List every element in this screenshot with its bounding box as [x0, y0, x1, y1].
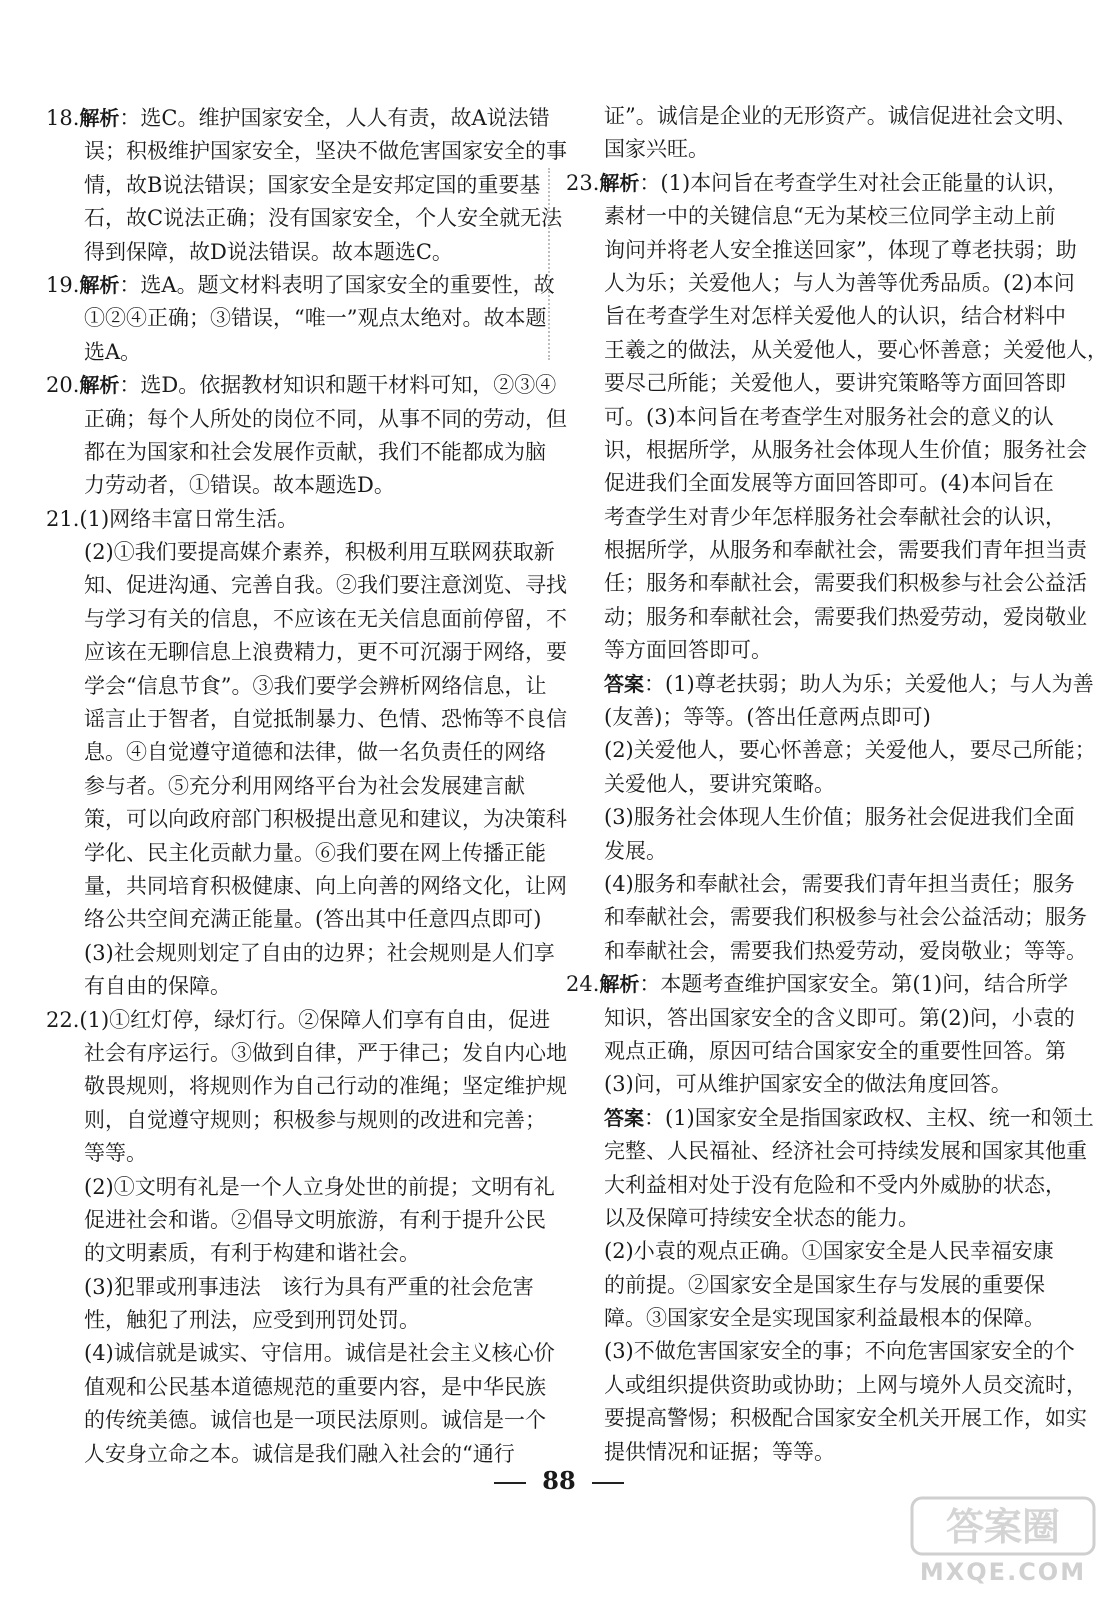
right-line	[566, 200, 1066, 233]
right-line	[566, 1135, 1087, 1168]
left-text: 敬畏规则，将规则作为自己行动的准绳；坚定维护规	[84, 1074, 567, 1099]
right-line	[566, 1002, 1075, 1035]
right-text: 人为乐；关爱他人；与人为善等优秀品质。(2)本问	[604, 270, 1075, 295]
left-item-number: 21.	[46, 506, 80, 531]
right-text: 动；服务和奉献社会，需要我们热爱劳动，爱岗敬业	[604, 604, 1087, 629]
left-line	[46, 1037, 567, 1070]
left-line	[46, 169, 541, 202]
right-text: (4)服务和奉献社会，需要我们青年担当责任；服务	[604, 871, 1075, 896]
right-text: (2)小袁的观点正确。①国家安全是人民幸福安康	[604, 1239, 1054, 1264]
left-text: 络公共空间充满正能量。(答出其中任意四点即可)	[84, 907, 542, 932]
right-line	[566, 1068, 1066, 1101]
right-text: 提供情况和证据；等等。	[604, 1439, 835, 1464]
left-line	[46, 436, 546, 469]
left-text: 得到保障，故D说法错误。故本题选C。	[84, 239, 453, 264]
right-line	[566, 668, 1094, 701]
right-text: 旨在考查学生对怎样关爱他人的认识，结合材料中	[604, 304, 1066, 329]
right-line	[566, 1402, 1087, 1435]
left-text: (1)网络丰富日常生活。	[79, 506, 299, 531]
right-text: 观点正确，原因可结合国家安全的重要性回答。第	[604, 1038, 1066, 1063]
right-line	[566, 1302, 1066, 1335]
right-label: 解析	[599, 170, 640, 195]
right-line	[566, 567, 1087, 600]
page-number-dash-left	[494, 1482, 526, 1484]
left-text: 性，触犯了刑法，应受到刑罚处罚。	[84, 1308, 420, 1333]
left-line	[46, 1070, 567, 1103]
left-text: 策，可以向政府部门积极提出意见和建议，为决策科	[84, 807, 567, 832]
left-text: ①②④正确；③错误，“唯一”观点太绝对。故本题	[84, 306, 547, 331]
left-text: 应该在无聊信息上浪费精力，更不可沉溺于网络，要	[84, 640, 567, 665]
right-line	[566, 868, 1075, 901]
left-line	[46, 1204, 546, 1237]
left-line	[46, 236, 541, 269]
left-line	[46, 102, 550, 135]
left-item-number: 20.	[46, 373, 80, 398]
right-text: ：(1)尊老扶弱；助人为乐；关爱他人；与人为善	[644, 671, 1094, 696]
right-line	[566, 1436, 1066, 1469]
left-text: 的文明素质，有利于构建和谐社会。	[84, 1241, 420, 1266]
left-text: 人安身立命之本。诚信是我们融入社会的“通行	[84, 1441, 515, 1466]
page-number	[0, 1466, 1118, 1495]
left-line	[46, 603, 567, 636]
left-text: (2)①文明有礼是一个人立身处世的前提；文明有礼	[84, 1174, 555, 1199]
right-text: ：本题考查维护国家安全。第(1)问，结合所学	[639, 972, 1069, 997]
left-text: 学化、民主化贡献力量。⑥我们要在网上传播正能	[84, 840, 546, 865]
right-line	[566, 300, 1066, 333]
left-label: 解析	[79, 106, 120, 130]
right-line	[566, 467, 1066, 500]
left-text: 促进社会和谐。②倡导文明旅游，有利于提升公民	[84, 1207, 546, 1232]
left-line	[46, 937, 555, 970]
right-line	[566, 501, 1066, 534]
left-text: 误；积极维护国家安全，坚决不做危害国家安全的事	[84, 139, 567, 164]
left-item-number: 18.	[46, 106, 80, 130]
right-line	[566, 768, 1066, 801]
right-line	[566, 1035, 1066, 1068]
left-text: (2)①我们要提高媒介素养，积极利用互联网获取新	[84, 540, 555, 565]
right-line	[566, 401, 1066, 434]
left-line	[46, 1237, 541, 1270]
left-line	[46, 903, 541, 936]
right-text: (3)服务社会体现人生价值；服务社会促进我们全面	[604, 805, 1075, 830]
svg-text:答案圈: 答案圈	[945, 1505, 1061, 1549]
right-line	[566, 334, 1108, 367]
right-line	[566, 100, 1077, 133]
right-line	[566, 167, 1069, 200]
left-line	[46, 803, 567, 836]
right-line	[566, 133, 1066, 166]
left-label: 解析	[79, 373, 120, 398]
right-line	[566, 534, 1087, 567]
right-text: 发展。	[604, 838, 667, 863]
left-text: 社会有序运行。③做到自律，严于律己；发自内心地	[84, 1040, 567, 1065]
right-text: 和奉献社会，需要我们积极参与社会公益活动；服务	[604, 905, 1087, 930]
left-line	[46, 636, 567, 669]
right-text: 可。(3)本问旨在考查学生对服务社会的意义的认	[604, 404, 1054, 429]
right-line	[566, 367, 1066, 400]
right-line	[566, 1269, 1066, 1302]
left-text: 知、促进沟通、完善自我。②我们要注意浏览、寻找	[84, 573, 567, 598]
right-line	[566, 1169, 1066, 1202]
right-line	[566, 968, 1069, 1001]
left-line	[46, 670, 547, 703]
left-text: 值观和公民基本道德规范的重要内容，是中华民族	[84, 1374, 546, 1399]
right-line	[566, 434, 1087, 467]
right-text: 证”。诚信是企业的无形资产。诚信促进社会文明、	[604, 104, 1077, 128]
right-text: 促进我们全面发展等方面回答即可。(4)本问旨在	[604, 471, 1054, 496]
right-label: 答案	[604, 671, 644, 696]
right-line	[566, 1235, 1066, 1268]
left-line	[46, 336, 541, 369]
left-line	[46, 403, 567, 436]
left-text: 息。④自觉遵守道德和法律，做一名负责任的网络	[84, 740, 546, 765]
left-line	[46, 269, 555, 302]
left-text: ：选C。维护国家安全，人人有责，故A说法错	[119, 106, 550, 130]
right-line	[566, 1202, 1066, 1235]
right-text: 关爱他人，要讲究策略。	[604, 771, 835, 796]
right-text: (友善)；等等。(答出任意两点即可)	[604, 705, 931, 730]
left-label: 解析	[79, 272, 120, 297]
left-text: 参与者。⑤充分利用网络平台为社会发展建言献	[84, 773, 525, 798]
left-line	[46, 1004, 551, 1037]
right-text: 要尽己所能；关爱他人，要讲究策略等方面回答即	[604, 371, 1066, 396]
left-line	[46, 1404, 546, 1437]
left-line	[46, 703, 567, 736]
right-item-number: 23.	[566, 170, 600, 195]
right-line	[566, 901, 1087, 934]
left-line	[46, 1171, 555, 1204]
right-text: 障。③国家安全是实现国家利益最根本的保障。	[604, 1306, 1045, 1331]
right-text: 大利益相对处于没有危险和不受内外威胁的状态，	[604, 1172, 1066, 1197]
left-text: 力劳动者，①错误。故本题选D。	[84, 473, 395, 498]
left-text: 等等。	[84, 1141, 147, 1166]
right-line	[566, 701, 1066, 734]
watermark-logo	[908, 1492, 1098, 1588]
left-text: 情，故B说法错误；国家安全是安邦定国的重要基	[84, 172, 541, 197]
left-line	[46, 503, 541, 536]
left-line	[46, 870, 567, 903]
right-text: 国家兴旺。	[604, 137, 709, 162]
right-text: 等方面回答即可。	[604, 638, 772, 663]
right-text: 素材一中的关键信息“无为某校三位同学主动上前	[604, 204, 1056, 229]
right-text: ：(1)国家安全是指国家政权、主权、统一和领土	[644, 1105, 1094, 1130]
right-text: 根据所学，从服务和奉献社会，需要我们青年担当责	[604, 538, 1087, 563]
right-line	[566, 935, 1087, 968]
right-text: 和奉献社会，需要我们热爱劳动，爱岗敬业；等等。	[604, 938, 1087, 963]
right-text: ：(1)本问旨在考查学生对社会正能量的认识，	[639, 170, 1069, 195]
right-text: 知识，答出国家安全的含义即可。第(2)问，小袁的	[604, 1005, 1075, 1030]
right-text: 完整、人民福祉、经济社会可持续发展和国家其他重	[604, 1139, 1087, 1164]
left-line	[46, 469, 541, 502]
left-text: 量，共同培育积极健康、向上向善的网络文化，让网	[84, 873, 567, 898]
right-text: 任；服务和奉献社会，需要我们积极参与社会公益活	[604, 571, 1087, 596]
right-label: 答案	[604, 1105, 644, 1130]
right-text: 要提高警惕；积极配合国家安全机关开展工作，如实	[604, 1406, 1087, 1431]
svg-text:MXQE.COM: MXQE.COM	[919, 1558, 1087, 1586]
left-text: 的传统美德。诚信也是一项民法原则。诚信是一个	[84, 1408, 546, 1433]
right-column	[566, 100, 1108, 1469]
right-line	[566, 1335, 1075, 1368]
left-item-number: 22.	[46, 1007, 80, 1032]
left-text: 有自由的保障。	[84, 974, 231, 999]
right-text: 考查学生对青少年怎样服务社会奉献社会的认识，	[604, 504, 1066, 529]
right-text: 人或组织提供资助或协助；上网与境外人员交流时，	[604, 1372, 1087, 1397]
right-line	[566, 734, 1096, 767]
left-line	[46, 970, 541, 1003]
right-text: 的前提。②国家安全是国家生存与发展的重要保	[604, 1272, 1045, 1297]
left-line	[46, 837, 546, 870]
left-line	[46, 1271, 541, 1304]
left-line	[46, 369, 557, 402]
left-line	[46, 536, 555, 569]
page-number-text: 88	[542, 1466, 576, 1495]
left-column	[46, 102, 567, 1471]
left-text: (4)诚信就是诚实、守信用。诚信是社会主义核心价	[84, 1341, 555, 1366]
left-text: ：选D。依据教材知识和题干材料可知，②③④	[119, 373, 557, 398]
left-text: (3)犯罪或刑事违法 该行为具有严重的社会危害	[84, 1274, 534, 1299]
left-line	[46, 736, 546, 769]
column-separator	[548, 168, 550, 360]
left-line	[46, 1337, 555, 1370]
right-line	[566, 801, 1075, 834]
left-line	[46, 1137, 541, 1170]
left-text: 学会“信息节食”。③我们要学会辨析网络信息，让	[84, 673, 547, 698]
right-line	[566, 234, 1077, 267]
right-line	[566, 1369, 1087, 1402]
right-label: 解析	[599, 972, 640, 997]
left-line	[46, 302, 547, 335]
right-text: 识，根据所学，从服务社会体现人生价值；服务社会	[604, 437, 1087, 462]
right-text: 以及保障可持续安全状态的能力。	[604, 1205, 919, 1230]
right-line	[566, 634, 1066, 667]
left-text: 谣言止于智者，自觉抵制暴力、色情、恐怖等不良信	[84, 707, 567, 732]
left-line	[46, 770, 541, 803]
right-item-number: 24.	[566, 972, 600, 997]
left-item-number: 19.	[46, 272, 80, 297]
left-text: 都在为国家和社会发展作贡献，我们不能都成为脑	[84, 439, 546, 464]
right-line	[566, 835, 1066, 868]
left-text: 正确；每个人所处的岗位不同，从事不同的劳动，但	[84, 406, 567, 431]
right-text: (2)关爱他人，要心怀善意；关爱他人，要尽己所能；	[604, 738, 1096, 763]
left-line	[46, 202, 563, 235]
right-line	[566, 1102, 1094, 1135]
left-line	[46, 569, 567, 602]
left-text: 与学习有关的信息，不应该在无关信息面前停留，不	[84, 606, 567, 631]
left-text: 则，自觉遵守规则；积极参与规则的改进和完善；	[84, 1107, 546, 1132]
right-text: 询问并将老人安全推送回家”，体现了尊老扶弱；助	[604, 237, 1077, 262]
right-text: (3)问，可从维护国家安全的做法角度回答。	[604, 1072, 1012, 1097]
left-text: (3)社会规则划定了自由的边界；社会规则是人们享	[84, 940, 555, 965]
left-text: ：选A。题文材料表明了国家安全的重要性，故	[119, 272, 555, 297]
page-number-dash-right	[592, 1482, 624, 1484]
right-line	[566, 601, 1087, 634]
right-line	[566, 267, 1075, 300]
left-text: (1)①红灯停，绿灯行。②保障人们享有自由，促进	[79, 1007, 551, 1032]
left-line	[46, 1104, 546, 1137]
right-text: 王羲之的做法，从关爱他人，要心怀善意；关爱他人，	[604, 337, 1108, 362]
left-text: 选A。	[84, 339, 142, 364]
left-text: 石，故C说法正确；没有国家安全，个人安全就无法	[84, 206, 563, 231]
left-line	[46, 1304, 541, 1337]
left-line	[46, 1371, 546, 1404]
left-line	[46, 135, 567, 168]
right-text: (3)不做危害国家安全的事；不向危害国家安全的个	[604, 1339, 1075, 1364]
